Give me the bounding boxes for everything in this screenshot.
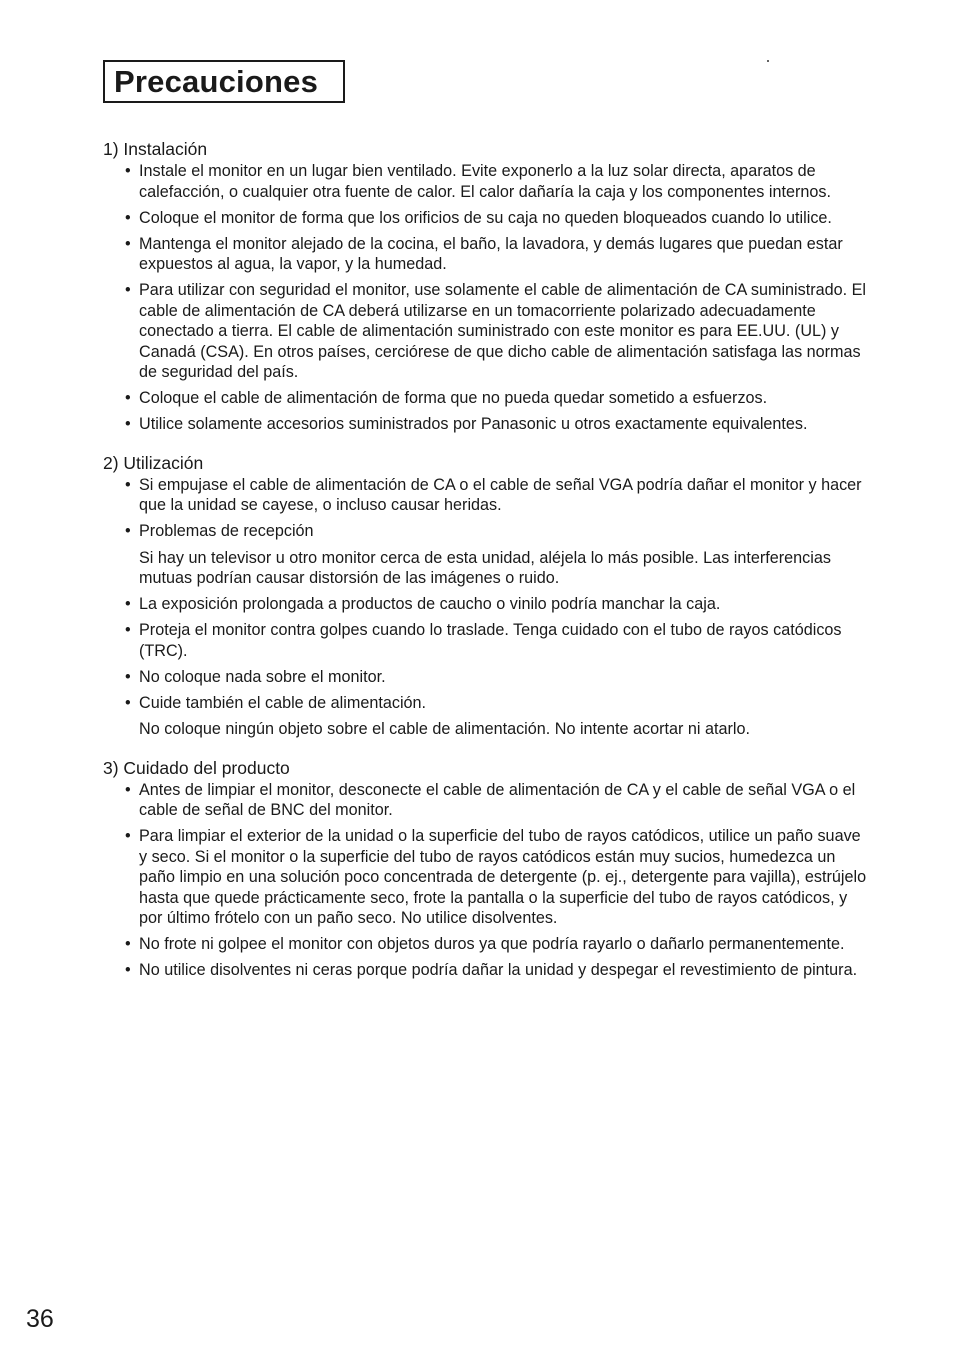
list-item: • No frote ni golpee el monitor con objetos duros ya que podría rayarlo o dañarlo permanentemente. [103,934,873,955]
document-body [103,138,873,998]
section-heading: 2) Utilización [103,452,204,473]
title-box [103,60,345,103]
list-item: • Problemas de recepción Si hay un televisor u otro monitor cerca de esta unidad, aléjela lo más posible. Las interferencias mutuas podrían causar distorsión de las imágenes o ruido. [103,521,873,589]
section-instalacion [103,138,873,435]
item-note: Si hay un televisor u otro monitor cerca de esta unidad, aléjela lo más posible. Las interferencias mutuas podrían causar distorsión de las imágenes o ruido. [139,548,831,587]
list-item: • Utilice solamente accesorios suministrados por Panasonic u otros exactamente equivalentes. [103,414,873,435]
list-item: • Para limpiar el exterior de la unidad o la superficie del tubo de rayos catódicos, utilice un paño suave y seco. Si el monitor o la superficie del tubo de rayos catódicos están muy sucios, humedezca un paño limpio en una solución poco concentrada de detergente (p. ej., detergente para vajilla), estrújelo hasta que quede prácticamente seco, frote la pantalla o la superficie del tubo de rayos catódicos, y por último frótelo con un paño seco. No utilice disolventes. [103,826,873,929]
item-note: No coloque ningún objeto sobre el cable de alimentación. No intente acortar ni atarlo. [139,720,751,738]
list-item: • Proteja el monitor contra golpes cuando lo traslade. Tenga cuidado con el tubo de rayos catódicos (TRC). [103,620,873,661]
list-item: • Para utilizar con seguridad el monitor, use solamente el cable de alimentación de CA suministrado. El cable de alimentación de CA deberá utilizarse en un tomacorriente polarizado adecuadamente conectado a tierra. El cable de alimentación suministrado con este monitor es para EE.UU. (UL) y Canadá (CSA). En otros países, cerciórese de que dicho cable de alimentación satisfaga las normas de seguridad del país. [103,280,873,383]
list-item: • No utilice disolventes ni ceras porque podría dañar la unidad y despegar el revestimiento de pintura. [103,960,873,981]
section-utilizacion [103,452,873,740]
section-heading: 1) Instalación [103,139,208,159]
list-item: • La exposición prolongada a productos de caucho o vinilo podría manchar la caja. [103,594,873,615]
list-item: • Mantenga el monitor alejado de la cocina, el baño, la lavadora, y demás lugares que puedan estar expuestos al agua, la vapor, y la humedad. [103,234,873,275]
bullet-list [103,475,873,740]
list-item: • Antes de limpiar el monitor, desconecte el cable de alimentación de CA y el cable de señal VGA o el cable de señal de BNC del monitor. [103,780,873,821]
list-item: • Coloque el monitor de forma que los orificios de su caja no queden bloqueados cuando lo utilice. [103,208,873,229]
page-title: Precauciones [114,64,319,99]
list-item: • No coloque nada sobre el monitor. [103,667,873,688]
list-item: • Coloque el cable de alimentación de forma que no pueda quedar sometido a esfuerzos. [103,388,873,409]
page-number: 36 [26,1305,54,1333]
section-heading: 3) Cuidado del producto [103,757,290,778]
scan-speck [767,60,769,62]
list-item: • Instale el monitor en un lugar bien ventilado. Evite exponerlo a la luz solar directa, aparatos de calefacción, o cualquier otra fuente de calor. El calor dañaría la caja y los componentes internos. [103,161,873,202]
bullet-list [103,780,873,981]
list-item: • Si empujase el cable de alimentación de CA o el cable de señal VGA podría dañar el monitor y hacer que la unidad se cayese, o incluso causar heridas. [103,475,873,516]
list-item: • Cuide también el cable de alimentación. No coloque ningún objeto sobre el cable de alimentación. No intente acortar ni atarlo. [103,693,873,740]
section-cuidado [103,757,873,981]
bullet-list [103,161,873,435]
